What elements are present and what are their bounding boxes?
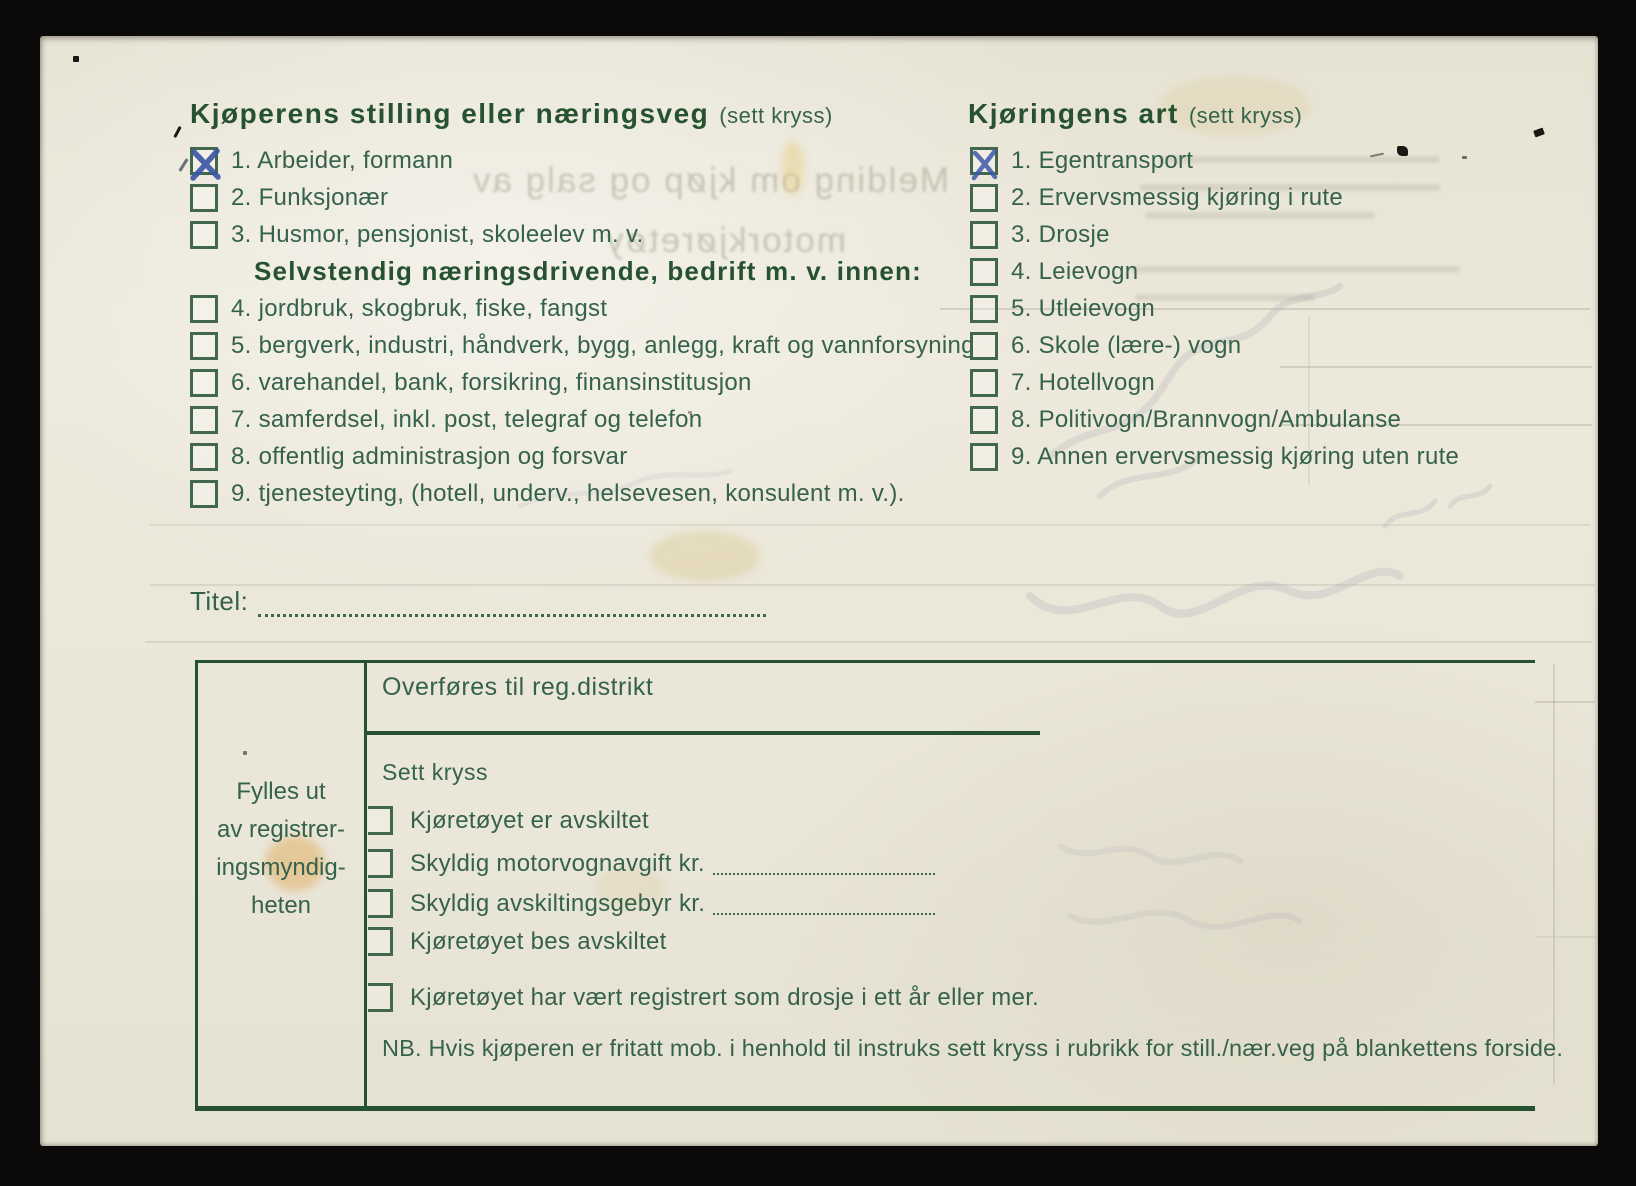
regbox-row-label: Kjøretøyet har vært registrert som drosje i ett år eller mer. [410,983,1040,1011]
checklist-row [970,179,1459,216]
checkbox-husmor-pensjonist[interactable] [190,221,218,249]
checkbox-skyldig-motorvognavgift[interactable] [368,849,393,878]
paper-stain [650,531,760,581]
regbox-row [368,983,1039,1012]
checkbox-egentransport[interactable] [970,147,998,175]
regbox-row-label: Kjøretøyet er avskiltet [410,806,649,834]
box-header-divider [364,731,1040,735]
checklist-label: 4. Leievogn [1011,257,1139,285]
checkbox-drosje[interactable] [970,221,998,249]
checklist-label: 6. Skole (lære-) vogn [1011,331,1242,359]
box-vertical-divider [364,663,367,1106]
nb-note: NB. Hvis kjøperen er fritatt mob. i henhold til instruks sett kryss i rubrikk for still./nær.veg på blankettens forside. [382,1035,1564,1061]
avskiltingsgebyr-amount-line[interactable] [713,893,935,915]
checklist-subheading [190,253,975,290]
regbox-row [368,849,935,878]
checkbox-samferdsel[interactable] [190,406,218,434]
checkbox-registrert-som-drosje[interactable] [368,983,393,1012]
checklist-label: 9. Annen ervervsmessig kjøring uten rute [1011,442,1460,470]
checklist-row [190,401,975,438]
regbox-row-label: Kjøretøyet bes avskiltet [410,927,667,955]
dust-speck [1533,128,1545,138]
checkbox-kjoretoy-bes-avskiltet[interactable] [368,927,393,956]
checklist-row [190,438,975,475]
bleedthrough-grid-line [150,524,1590,526]
dust-speck [1462,156,1467,159]
subheading-label: Selvstendig næringsdrivende, bedrift m. v. innen: [254,256,922,286]
filled-by-authority-label [198,773,364,925]
titel-field [190,586,766,617]
checkbox-arbeider-formann[interactable] [190,147,218,175]
regbox-row-label: Skyldig motorvognavgift kr. [410,849,705,877]
side-label-line: Fylles ut [236,778,326,805]
checklist-label: 2. Funksjonær [231,183,389,211]
checklist-label: 8. offentlig administrasjon og forsvar [231,442,628,470]
checkbox-bergverk-industri[interactable] [190,332,218,360]
regbox-row [368,927,667,956]
bleedthrough-title-line2: motorkjøretøy [604,221,846,260]
checkbox-offentlig-administrasjon[interactable] [190,443,218,471]
transfer-district-label: Overføres til reg.distrikt [382,673,654,701]
driving-type-section-header [968,98,1302,130]
form-paper [40,36,1598,1146]
checklist-label: 7. samferdsel, inkl. post, telegraf og telefon [231,405,703,433]
side-label-line: heten [250,892,312,919]
checklist-row [970,438,1459,475]
checkbox-skyldig-avskiltingsgebyr[interactable] [368,889,393,918]
titel-input-line[interactable] [258,590,766,617]
checkbox-jordbruk[interactable] [190,295,218,323]
checklist-label: 6. varehandel, bank, forsikring, finansinstitusjon [231,368,752,396]
handwritten-x-mark [186,144,226,184]
buyer-occupation-section-header [190,98,833,130]
sett-kryss-label: Sett kryss [382,759,488,785]
checklist-row [970,364,1459,401]
bleedthrough-grid-line [145,641,1593,643]
buyer-occupation-checklist [190,142,975,512]
bleedthrough-grid-line [1535,936,1595,938]
driving-type-checklist [970,142,1459,475]
dust-speck [73,56,79,62]
checkbox-kjoretoy-avskiltet[interactable] [368,806,393,835]
regbox-row-label: Skyldig avskiltingsgebyr kr. [410,889,706,917]
side-label-line: av registrer- [216,816,346,843]
checkbox-ervervsmessig-rute[interactable] [970,184,998,212]
checklist-label: 1. Egentransport [1011,146,1194,174]
checkbox-leievogn[interactable] [970,258,998,286]
checklist-row [970,327,1459,364]
regbox-row [368,806,649,835]
checkbox-tjenesteyting[interactable] [190,480,218,508]
checklist-row [970,216,1459,253]
section-title: Kjøringens art [968,98,1179,129]
checklist-row [970,290,1459,327]
checklist-label: 3. Drosje [1011,220,1110,248]
bleedthrough-grid-line [1535,701,1595,703]
checkbox-varehandel-bank[interactable] [190,369,218,397]
checklist-label: 9. tjenesteyting, (hotell, underv., helsevesen, konsulent m. v.). [231,479,905,507]
checklist-label: 7. Hotellvogn [1011,368,1155,396]
registration-authority-box [195,660,1564,1111]
checklist-row [190,364,975,401]
checkbox-hotellvogn[interactable] [970,369,998,397]
checkbox-funksjonaer[interactable] [190,184,218,212]
checklist-label: 5. Utleievogn [1011,294,1155,322]
checkbox-utleievogn[interactable] [970,295,998,323]
checkbox-annen-ervervsmessig[interactable] [970,443,998,471]
titel-label: Titel: [190,586,249,616]
dust-speck [173,126,181,138]
checklist-row [190,142,975,179]
regbox-row [368,889,935,918]
side-label-line: ingsmyndig- [216,854,346,881]
checklist-label: 5. bergverk, industri, håndverk, bygg, anlegg, kraft og vannforsyning [231,331,975,359]
checklist-row [190,216,975,253]
bleedthrough-title-line1: Melding om kjøp og salg av [470,161,950,200]
checklist-row [970,253,1459,290]
checklist-row [970,142,1459,179]
checklist-row [190,179,975,216]
checkbox-politivogn-brannvogn-ambulanse[interactable] [970,406,998,434]
checklist-label: 1. Arbeider, formann [231,146,454,174]
section-title: Kjøperens stilling eller næringsveg [190,98,710,129]
checklist-row [190,327,975,364]
checklist-label: 2. Ervervsmessig kjøring i rute [1011,183,1344,211]
checklist-label: 4. jordbruk, skogbruk, fiske, fangst [231,294,608,322]
checklist-row [190,290,975,327]
bleedthrough-grid-line [1553,664,1555,1084]
checklist-label: 3. Husmor, pensjonist, skoleelev m. v. [231,220,644,248]
section-hint: (sett kryss) [719,103,833,128]
handwritten-x-mark [966,144,1004,184]
checklist-row [190,475,975,512]
checklist-row [970,401,1459,438]
checklist-label: 8. Politivogn/Brannvogn/Ambulanse [1011,405,1402,433]
section-hint: (sett kryss) [1188,103,1303,128]
motorvognavgift-amount-line[interactable] [713,853,935,875]
checkbox-skolevogn[interactable] [970,332,998,360]
